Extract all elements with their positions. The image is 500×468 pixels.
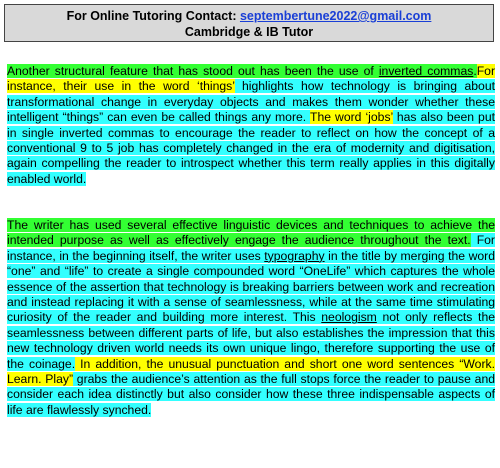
text-segment: not only reflects the seamlessness between different parts of life, but also establishes the impression that this new technology driven world needs its own unique lingo, therefore supporting the use of the coinage. — [7, 310, 495, 371]
green-highlight-topic: The writer has used several effective linguistic devices and techniques to achieve the intended purpose as well as effectively engage the audience throughout the text. — [7, 218, 495, 248]
yellow-highlight-example: The word ‘jobs’ — [310, 110, 393, 125]
text-segment: . — [473, 64, 477, 78]
email-link[interactable]: septembertune2022@gmail.com — [239, 9, 432, 23]
text-segment: in the title by merging the word “one” and “life” to create a single compounded word “OneLife” which captures the whole essence of the assertion that technology is breaking barriers between work and recreation and instead replacing it with a sense of seamlessness, while at the same time stimulating curiosity of the reader and building more interest. This — [7, 248, 495, 325]
paragraph-inverted-commas — [7, 64, 495, 187]
cyan-highlight-explanation: grabs the audience’s attention as the full stops force the reader to pause and consider each idea distinctly but also consider how these three indispensable aspects of life are flawlessly synched. — [7, 372, 495, 417]
text-segment: Another structural feature that has stood out has been the use of — [7, 64, 379, 78]
cyan-highlight-explanation: highlights how technology is bringing about transformational change in everyday objects and makes them wonder whether these intelligent “things” can even be called things any more. — [7, 79, 495, 125]
contact-label: For Online Tutoring Contact: — [66, 9, 240, 23]
underlined-term: neologism — [321, 310, 377, 325]
cyan-highlight-explanation: has also been put in single inverted commas to encourage the reader to reflect on how the concept of a conventional 9 to 5 job has completely changed in the era of modernity and digitisation, again compelling the reader to introspect whether this term really applies in this digitally enabled world. — [7, 110, 495, 186]
cyan-highlight-explanation — [7, 233, 495, 370]
underlined-term: inverted commas — [378, 64, 474, 78]
paragraph-linguistic-devices — [7, 218, 495, 418]
green-highlight-topic — [7, 64, 477, 78]
tutor-contact-header — [4, 4, 494, 42]
tutor-subtitle: Cambridge & IB Tutor — [184, 25, 314, 39]
yellow-highlight-example: In addition, the unusual punctuation and short one word sentences “Work. Learn. Play” — [7, 356, 495, 387]
yellow-highlight-example: For instance, their use in the word ‘things’ — [7, 64, 495, 94]
contact-line — [5, 8, 493, 24]
underlined-term: typography — [264, 248, 325, 263]
text-segment: For instance, in the beginning itself, the writer uses — [7, 233, 495, 263]
